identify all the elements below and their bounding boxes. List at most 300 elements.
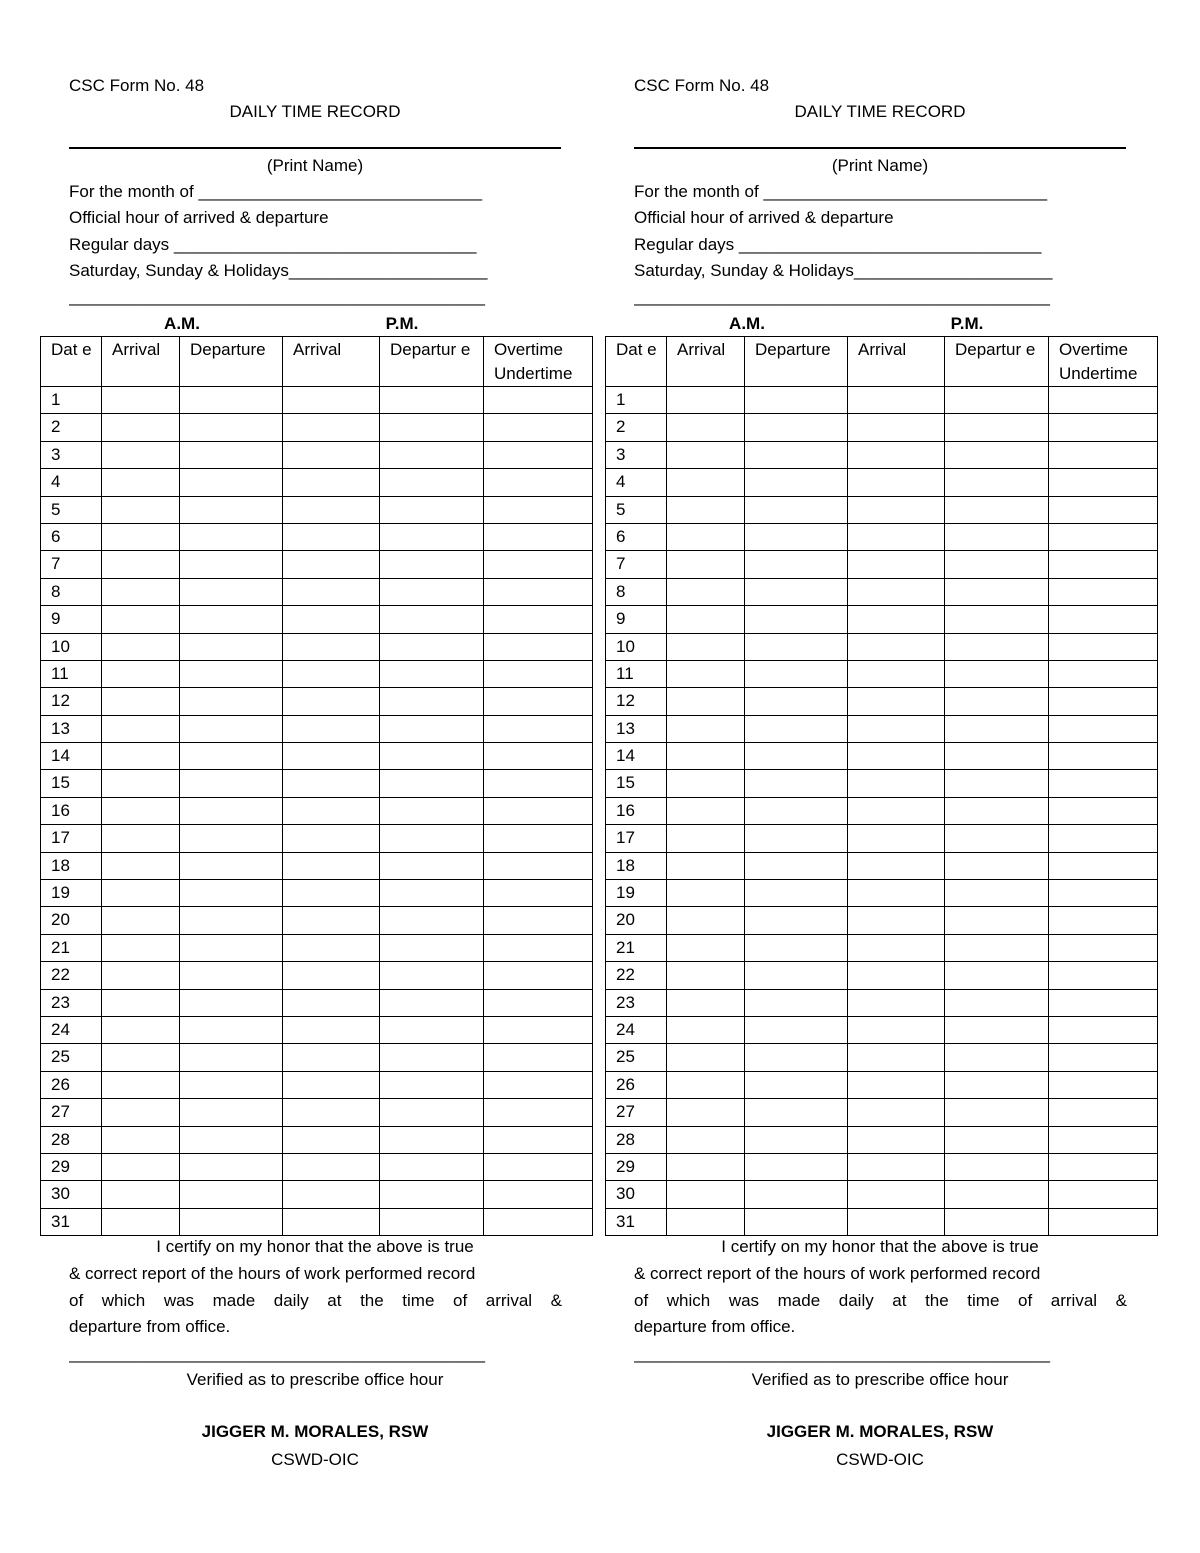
pm-departure-cell[interactable] xyxy=(945,387,1049,414)
am-arrival-cell[interactable] xyxy=(667,469,745,496)
am-departure-cell[interactable] xyxy=(180,743,283,770)
am-arrival-cell[interactable] xyxy=(102,1099,180,1126)
pm-arrival-cell[interactable] xyxy=(283,1126,380,1153)
am-departure-cell[interactable] xyxy=(180,1126,283,1153)
pm-departure-cell[interactable] xyxy=(380,1153,484,1180)
am-arrival-cell[interactable] xyxy=(667,770,745,797)
am-departure-cell[interactable] xyxy=(180,852,283,879)
am-departure-cell[interactable] xyxy=(745,907,848,934)
pm-departure-cell[interactable] xyxy=(380,825,484,852)
overtime-undertime-cell[interactable] xyxy=(484,1181,593,1208)
name-line[interactable] xyxy=(634,147,1126,149)
overtime-undertime-cell[interactable] xyxy=(484,1099,593,1126)
overtime-undertime-cell[interactable] xyxy=(1049,934,1158,961)
pm-departure-cell[interactable] xyxy=(945,1181,1049,1208)
pm-departure-cell[interactable] xyxy=(380,962,484,989)
pm-departure-cell[interactable] xyxy=(945,962,1049,989)
am-departure-cell[interactable] xyxy=(745,852,848,879)
pm-departure-cell[interactable] xyxy=(380,688,484,715)
am-arrival-cell[interactable] xyxy=(102,606,180,633)
am-arrival-cell[interactable] xyxy=(667,880,745,907)
am-departure-cell[interactable] xyxy=(745,1071,848,1098)
pm-departure-cell[interactable] xyxy=(380,523,484,550)
pm-departure-cell[interactable] xyxy=(945,551,1049,578)
pm-departure-cell[interactable] xyxy=(945,1126,1049,1153)
overtime-undertime-cell[interactable] xyxy=(484,523,593,550)
pm-departure-cell[interactable] xyxy=(380,797,484,824)
am-arrival-cell[interactable] xyxy=(102,907,180,934)
pm-arrival-cell[interactable] xyxy=(848,606,945,633)
pm-departure-cell[interactable] xyxy=(945,989,1049,1016)
pm-arrival-cell[interactable] xyxy=(283,496,380,523)
am-departure-cell[interactable] xyxy=(180,551,283,578)
pm-departure-cell[interactable] xyxy=(380,1071,484,1098)
am-arrival-cell[interactable] xyxy=(667,688,745,715)
am-departure-cell[interactable] xyxy=(745,606,848,633)
am-arrival-cell[interactable] xyxy=(102,551,180,578)
pm-departure-cell[interactable] xyxy=(380,770,484,797)
am-departure-cell[interactable] xyxy=(180,441,283,468)
pm-arrival-cell[interactable] xyxy=(283,880,380,907)
overtime-undertime-cell[interactable] xyxy=(1049,1099,1158,1126)
pm-arrival-cell[interactable] xyxy=(848,797,945,824)
pm-arrival-cell[interactable] xyxy=(283,743,380,770)
extra-blank-line[interactable]: ____________________________________________ xyxy=(69,287,486,306)
am-arrival-cell[interactable] xyxy=(667,1153,745,1180)
overtime-undertime-cell[interactable] xyxy=(484,1071,593,1098)
am-departure-cell[interactable] xyxy=(745,962,848,989)
pm-arrival-cell[interactable] xyxy=(848,387,945,414)
am-arrival-cell[interactable] xyxy=(667,387,745,414)
overtime-undertime-cell[interactable] xyxy=(484,852,593,879)
am-departure-cell[interactable] xyxy=(180,1016,283,1043)
pm-arrival-cell[interactable] xyxy=(283,1016,380,1043)
pm-arrival-cell[interactable] xyxy=(848,1126,945,1153)
overtime-undertime-cell[interactable] xyxy=(484,660,593,687)
overtime-undertime-cell[interactable] xyxy=(1049,414,1158,441)
am-departure-cell[interactable] xyxy=(180,825,283,852)
overtime-undertime-cell[interactable] xyxy=(1049,660,1158,687)
am-departure-cell[interactable] xyxy=(745,934,848,961)
am-arrival-cell[interactable] xyxy=(102,1208,180,1235)
overtime-undertime-cell[interactable] xyxy=(484,414,593,441)
signature-line[interactable]: ____________________________________________ xyxy=(69,1344,486,1363)
am-arrival-cell[interactable] xyxy=(102,496,180,523)
am-departure-cell[interactable] xyxy=(745,523,848,550)
am-departure-cell[interactable] xyxy=(180,797,283,824)
am-departure-cell[interactable] xyxy=(180,414,283,441)
overtime-undertime-cell[interactable] xyxy=(484,880,593,907)
overtime-undertime-cell[interactable] xyxy=(484,688,593,715)
overtime-undertime-cell[interactable] xyxy=(484,633,593,660)
pm-arrival-cell[interactable] xyxy=(848,1208,945,1235)
name-line[interactable] xyxy=(69,147,561,149)
pm-departure-cell[interactable] xyxy=(945,934,1049,961)
am-arrival-cell[interactable] xyxy=(667,551,745,578)
month-field[interactable] xyxy=(634,182,1126,202)
am-departure-cell[interactable] xyxy=(180,523,283,550)
overtime-undertime-cell[interactable] xyxy=(484,934,593,961)
pm-departure-cell[interactable] xyxy=(945,852,1049,879)
overtime-undertime-cell[interactable] xyxy=(1049,825,1158,852)
am-departure-cell[interactable] xyxy=(745,633,848,660)
overtime-undertime-cell[interactable] xyxy=(1049,1126,1158,1153)
month-blank[interactable]: ______________________________ xyxy=(763,182,1048,201)
pm-arrival-cell[interactable] xyxy=(283,551,380,578)
pm-departure-cell[interactable] xyxy=(945,1016,1049,1043)
am-departure-cell[interactable] xyxy=(745,1126,848,1153)
am-arrival-cell[interactable] xyxy=(102,825,180,852)
am-arrival-cell[interactable] xyxy=(102,1153,180,1180)
pm-departure-cell[interactable] xyxy=(380,1126,484,1153)
pm-arrival-cell[interactable] xyxy=(848,660,945,687)
am-departure-cell[interactable] xyxy=(180,1208,283,1235)
overtime-undertime-cell[interactable] xyxy=(1049,633,1158,660)
overtime-undertime-cell[interactable] xyxy=(484,1208,593,1235)
am-arrival-cell[interactable] xyxy=(102,852,180,879)
pm-arrival-cell[interactable] xyxy=(283,606,380,633)
pm-arrival-cell[interactable] xyxy=(283,469,380,496)
pm-departure-cell[interactable] xyxy=(380,934,484,961)
am-arrival-cell[interactable] xyxy=(102,387,180,414)
pm-departure-cell[interactable] xyxy=(380,1016,484,1043)
am-arrival-cell[interactable] xyxy=(667,715,745,742)
am-departure-cell[interactable] xyxy=(180,578,283,605)
regular-days-field[interactable] xyxy=(634,235,1126,255)
overtime-undertime-cell[interactable] xyxy=(1049,989,1158,1016)
overtime-undertime-cell[interactable] xyxy=(1049,1044,1158,1071)
overtime-undertime-cell[interactable] xyxy=(484,1044,593,1071)
am-arrival-cell[interactable] xyxy=(667,1099,745,1126)
pm-departure-cell[interactable] xyxy=(380,633,484,660)
am-departure-cell[interactable] xyxy=(180,962,283,989)
pm-arrival-cell[interactable] xyxy=(283,770,380,797)
pm-arrival-cell[interactable] xyxy=(848,578,945,605)
overtime-undertime-cell[interactable] xyxy=(484,578,593,605)
am-departure-cell[interactable] xyxy=(180,1071,283,1098)
pm-departure-cell[interactable] xyxy=(945,441,1049,468)
pm-departure-cell[interactable] xyxy=(945,496,1049,523)
overtime-undertime-cell[interactable] xyxy=(484,825,593,852)
am-departure-cell[interactable] xyxy=(745,551,848,578)
pm-arrival-cell[interactable] xyxy=(283,414,380,441)
pm-arrival-cell[interactable] xyxy=(283,934,380,961)
overtime-undertime-cell[interactable] xyxy=(1049,551,1158,578)
pm-arrival-cell[interactable] xyxy=(848,1016,945,1043)
am-departure-cell[interactable] xyxy=(745,1181,848,1208)
pm-arrival-cell[interactable] xyxy=(283,387,380,414)
pm-arrival-cell[interactable] xyxy=(283,660,380,687)
pm-arrival-cell[interactable] xyxy=(283,1099,380,1126)
overtime-undertime-cell[interactable] xyxy=(1049,880,1158,907)
am-arrival-cell[interactable] xyxy=(667,797,745,824)
weekend-field[interactable] xyxy=(634,261,1126,281)
overtime-undertime-cell[interactable] xyxy=(1049,606,1158,633)
am-departure-cell[interactable] xyxy=(180,1044,283,1071)
pm-departure-cell[interactable] xyxy=(945,1071,1049,1098)
overtime-undertime-cell[interactable] xyxy=(1049,1016,1158,1043)
am-arrival-cell[interactable] xyxy=(102,523,180,550)
pm-arrival-cell[interactable] xyxy=(283,1153,380,1180)
am-departure-cell[interactable] xyxy=(745,660,848,687)
overtime-undertime-cell[interactable] xyxy=(484,907,593,934)
overtime-undertime-cell[interactable] xyxy=(1049,743,1158,770)
overtime-undertime-cell[interactable] xyxy=(1049,523,1158,550)
pm-departure-cell[interactable] xyxy=(380,578,484,605)
month-blank[interactable]: ______________________________ xyxy=(198,182,483,201)
pm-arrival-cell[interactable] xyxy=(848,1099,945,1126)
overtime-undertime-cell[interactable] xyxy=(1049,797,1158,824)
pm-arrival-cell[interactable] xyxy=(283,825,380,852)
am-arrival-cell[interactable] xyxy=(102,469,180,496)
pm-departure-cell[interactable] xyxy=(380,441,484,468)
am-departure-cell[interactable] xyxy=(745,688,848,715)
am-departure-cell[interactable] xyxy=(745,387,848,414)
overtime-undertime-cell[interactable] xyxy=(1049,387,1158,414)
pm-arrival-cell[interactable] xyxy=(848,414,945,441)
pm-arrival-cell[interactable] xyxy=(848,852,945,879)
am-arrival-cell[interactable] xyxy=(102,660,180,687)
am-arrival-cell[interactable] xyxy=(667,633,745,660)
am-arrival-cell[interactable] xyxy=(667,578,745,605)
pm-arrival-cell[interactable] xyxy=(848,825,945,852)
month-field[interactable] xyxy=(69,182,561,202)
am-arrival-cell[interactable] xyxy=(102,989,180,1016)
pm-departure-cell[interactable] xyxy=(945,1099,1049,1126)
overtime-undertime-cell[interactable] xyxy=(1049,688,1158,715)
overtime-undertime-cell[interactable] xyxy=(1049,907,1158,934)
am-arrival-cell[interactable] xyxy=(102,1181,180,1208)
am-arrival-cell[interactable] xyxy=(102,1044,180,1071)
am-departure-cell[interactable] xyxy=(180,469,283,496)
pm-arrival-cell[interactable] xyxy=(283,989,380,1016)
regular-days-blank[interactable]: ________________________________ xyxy=(738,235,1042,254)
pm-arrival-cell[interactable] xyxy=(283,441,380,468)
pm-departure-cell[interactable] xyxy=(945,1208,1049,1235)
am-departure-cell[interactable] xyxy=(745,414,848,441)
am-departure-cell[interactable] xyxy=(745,880,848,907)
am-arrival-cell[interactable] xyxy=(102,743,180,770)
pm-arrival-cell[interactable] xyxy=(848,715,945,742)
am-arrival-cell[interactable] xyxy=(667,1126,745,1153)
pm-arrival-cell[interactable] xyxy=(848,1071,945,1098)
am-departure-cell[interactable] xyxy=(745,715,848,742)
am-departure-cell[interactable] xyxy=(180,715,283,742)
overtime-undertime-cell[interactable] xyxy=(1049,962,1158,989)
extra-blank-line[interactable]: ____________________________________________ xyxy=(634,287,1051,306)
pm-departure-cell[interactable] xyxy=(945,414,1049,441)
am-arrival-cell[interactable] xyxy=(102,770,180,797)
overtime-undertime-cell[interactable] xyxy=(1049,852,1158,879)
pm-departure-cell[interactable] xyxy=(945,1044,1049,1071)
pm-arrival-cell[interactable] xyxy=(283,1208,380,1235)
overtime-undertime-cell[interactable] xyxy=(484,743,593,770)
am-departure-cell[interactable] xyxy=(745,578,848,605)
pm-departure-cell[interactable] xyxy=(945,907,1049,934)
pm-arrival-cell[interactable] xyxy=(283,1071,380,1098)
pm-departure-cell[interactable] xyxy=(945,770,1049,797)
pm-arrival-cell[interactable] xyxy=(848,770,945,797)
pm-arrival-cell[interactable] xyxy=(283,852,380,879)
am-arrival-cell[interactable] xyxy=(102,441,180,468)
am-arrival-cell[interactable] xyxy=(102,633,180,660)
overtime-undertime-cell[interactable] xyxy=(1049,1208,1158,1235)
pm-arrival-cell[interactable] xyxy=(283,962,380,989)
overtime-undertime-cell[interactable] xyxy=(1049,496,1158,523)
pm-arrival-cell[interactable] xyxy=(848,688,945,715)
am-arrival-cell[interactable] xyxy=(667,989,745,1016)
am-departure-cell[interactable] xyxy=(745,770,848,797)
pm-arrival-cell[interactable] xyxy=(848,880,945,907)
pm-arrival-cell[interactable] xyxy=(848,962,945,989)
am-departure-cell[interactable] xyxy=(180,496,283,523)
pm-arrival-cell[interactable] xyxy=(283,633,380,660)
am-arrival-cell[interactable] xyxy=(667,1016,745,1043)
pm-departure-cell[interactable] xyxy=(380,907,484,934)
am-departure-cell[interactable] xyxy=(745,1016,848,1043)
pm-arrival-cell[interactable] xyxy=(848,989,945,1016)
overtime-undertime-cell[interactable] xyxy=(484,715,593,742)
am-departure-cell[interactable] xyxy=(745,1044,848,1071)
am-arrival-cell[interactable] xyxy=(667,852,745,879)
pm-departure-cell[interactable] xyxy=(380,880,484,907)
am-arrival-cell[interactable] xyxy=(102,688,180,715)
overtime-undertime-cell[interactable] xyxy=(1049,1153,1158,1180)
overtime-undertime-cell[interactable] xyxy=(484,962,593,989)
pm-arrival-cell[interactable] xyxy=(848,1181,945,1208)
pm-departure-cell[interactable] xyxy=(380,743,484,770)
am-arrival-cell[interactable] xyxy=(667,1208,745,1235)
am-departure-cell[interactable] xyxy=(745,1208,848,1235)
am-departure-cell[interactable] xyxy=(180,934,283,961)
am-departure-cell[interactable] xyxy=(180,1181,283,1208)
am-departure-cell[interactable] xyxy=(745,441,848,468)
am-arrival-cell[interactable] xyxy=(102,715,180,742)
overtime-undertime-cell[interactable] xyxy=(484,1153,593,1180)
pm-arrival-cell[interactable] xyxy=(283,1181,380,1208)
pm-departure-cell[interactable] xyxy=(945,633,1049,660)
am-departure-cell[interactable] xyxy=(745,743,848,770)
overtime-undertime-cell[interactable] xyxy=(484,469,593,496)
am-arrival-cell[interactable] xyxy=(667,1181,745,1208)
pm-arrival-cell[interactable] xyxy=(283,578,380,605)
am-arrival-cell[interactable] xyxy=(667,414,745,441)
am-arrival-cell[interactable] xyxy=(667,441,745,468)
overtime-undertime-cell[interactable] xyxy=(1049,578,1158,605)
am-arrival-cell[interactable] xyxy=(667,523,745,550)
pm-departure-cell[interactable] xyxy=(945,715,1049,742)
pm-departure-cell[interactable] xyxy=(380,387,484,414)
am-arrival-cell[interactable] xyxy=(667,743,745,770)
overtime-undertime-cell[interactable] xyxy=(484,551,593,578)
am-departure-cell[interactable] xyxy=(180,880,283,907)
am-departure-cell[interactable] xyxy=(745,496,848,523)
am-departure-cell[interactable] xyxy=(180,770,283,797)
pm-arrival-cell[interactable] xyxy=(848,743,945,770)
overtime-undertime-cell[interactable] xyxy=(484,1126,593,1153)
overtime-undertime-cell[interactable] xyxy=(484,387,593,414)
overtime-undertime-cell[interactable] xyxy=(484,797,593,824)
pm-departure-cell[interactable] xyxy=(945,825,1049,852)
am-departure-cell[interactable] xyxy=(745,797,848,824)
pm-departure-cell[interactable] xyxy=(380,715,484,742)
overtime-undertime-cell[interactable] xyxy=(1049,715,1158,742)
pm-departure-cell[interactable] xyxy=(945,606,1049,633)
pm-arrival-cell[interactable] xyxy=(848,934,945,961)
pm-arrival-cell[interactable] xyxy=(848,441,945,468)
overtime-undertime-cell[interactable] xyxy=(484,770,593,797)
am-arrival-cell[interactable] xyxy=(102,880,180,907)
am-departure-cell[interactable] xyxy=(180,660,283,687)
pm-departure-cell[interactable] xyxy=(380,1099,484,1126)
regular-days-blank[interactable]: ________________________________ xyxy=(173,235,477,254)
overtime-undertime-cell[interactable] xyxy=(1049,441,1158,468)
am-departure-cell[interactable] xyxy=(745,469,848,496)
am-arrival-cell[interactable] xyxy=(667,1044,745,1071)
am-arrival-cell[interactable] xyxy=(102,1126,180,1153)
pm-departure-cell[interactable] xyxy=(380,469,484,496)
overtime-undertime-cell[interactable] xyxy=(484,989,593,1016)
pm-arrival-cell[interactable] xyxy=(848,633,945,660)
am-arrival-cell[interactable] xyxy=(667,606,745,633)
am-departure-cell[interactable] xyxy=(180,989,283,1016)
pm-departure-cell[interactable] xyxy=(945,797,1049,824)
overtime-undertime-cell[interactable] xyxy=(484,606,593,633)
signature-line[interactable]: ____________________________________________ xyxy=(634,1344,1051,1363)
pm-arrival-cell[interactable] xyxy=(848,907,945,934)
overtime-undertime-cell[interactable] xyxy=(484,1016,593,1043)
pm-departure-cell[interactable] xyxy=(945,578,1049,605)
pm-departure-cell[interactable] xyxy=(380,1181,484,1208)
pm-arrival-cell[interactable] xyxy=(848,1153,945,1180)
pm-departure-cell[interactable] xyxy=(945,469,1049,496)
am-departure-cell[interactable] xyxy=(180,606,283,633)
am-arrival-cell[interactable] xyxy=(102,797,180,824)
am-arrival-cell[interactable] xyxy=(667,962,745,989)
am-arrival-cell[interactable] xyxy=(667,825,745,852)
pm-departure-cell[interactable] xyxy=(945,880,1049,907)
overtime-undertime-cell[interactable] xyxy=(484,496,593,523)
pm-departure-cell[interactable] xyxy=(380,660,484,687)
am-departure-cell[interactable] xyxy=(180,1153,283,1180)
am-arrival-cell[interactable] xyxy=(667,660,745,687)
pm-departure-cell[interactable] xyxy=(945,743,1049,770)
pm-departure-cell[interactable] xyxy=(380,989,484,1016)
pm-arrival-cell[interactable] xyxy=(848,1044,945,1071)
am-departure-cell[interactable] xyxy=(745,1099,848,1126)
am-departure-cell[interactable] xyxy=(180,907,283,934)
pm-departure-cell[interactable] xyxy=(380,1208,484,1235)
pm-arrival-cell[interactable] xyxy=(848,551,945,578)
am-arrival-cell[interactable] xyxy=(102,578,180,605)
am-arrival-cell[interactable] xyxy=(102,934,180,961)
pm-arrival-cell[interactable] xyxy=(283,523,380,550)
pm-arrival-cell[interactable] xyxy=(283,1044,380,1071)
am-departure-cell[interactable] xyxy=(180,633,283,660)
overtime-undertime-cell[interactable] xyxy=(1049,770,1158,797)
weekend-field[interactable] xyxy=(69,261,561,281)
pm-departure-cell[interactable] xyxy=(380,496,484,523)
am-arrival-cell[interactable] xyxy=(667,1071,745,1098)
pm-departure-cell[interactable] xyxy=(945,1153,1049,1180)
pm-departure-cell[interactable] xyxy=(380,1044,484,1071)
pm-arrival-cell[interactable] xyxy=(283,688,380,715)
pm-departure-cell[interactable] xyxy=(380,606,484,633)
pm-departure-cell[interactable] xyxy=(945,688,1049,715)
overtime-undertime-cell[interactable] xyxy=(1049,1071,1158,1098)
am-departure-cell[interactable] xyxy=(180,1099,283,1126)
am-departure-cell[interactable] xyxy=(180,387,283,414)
